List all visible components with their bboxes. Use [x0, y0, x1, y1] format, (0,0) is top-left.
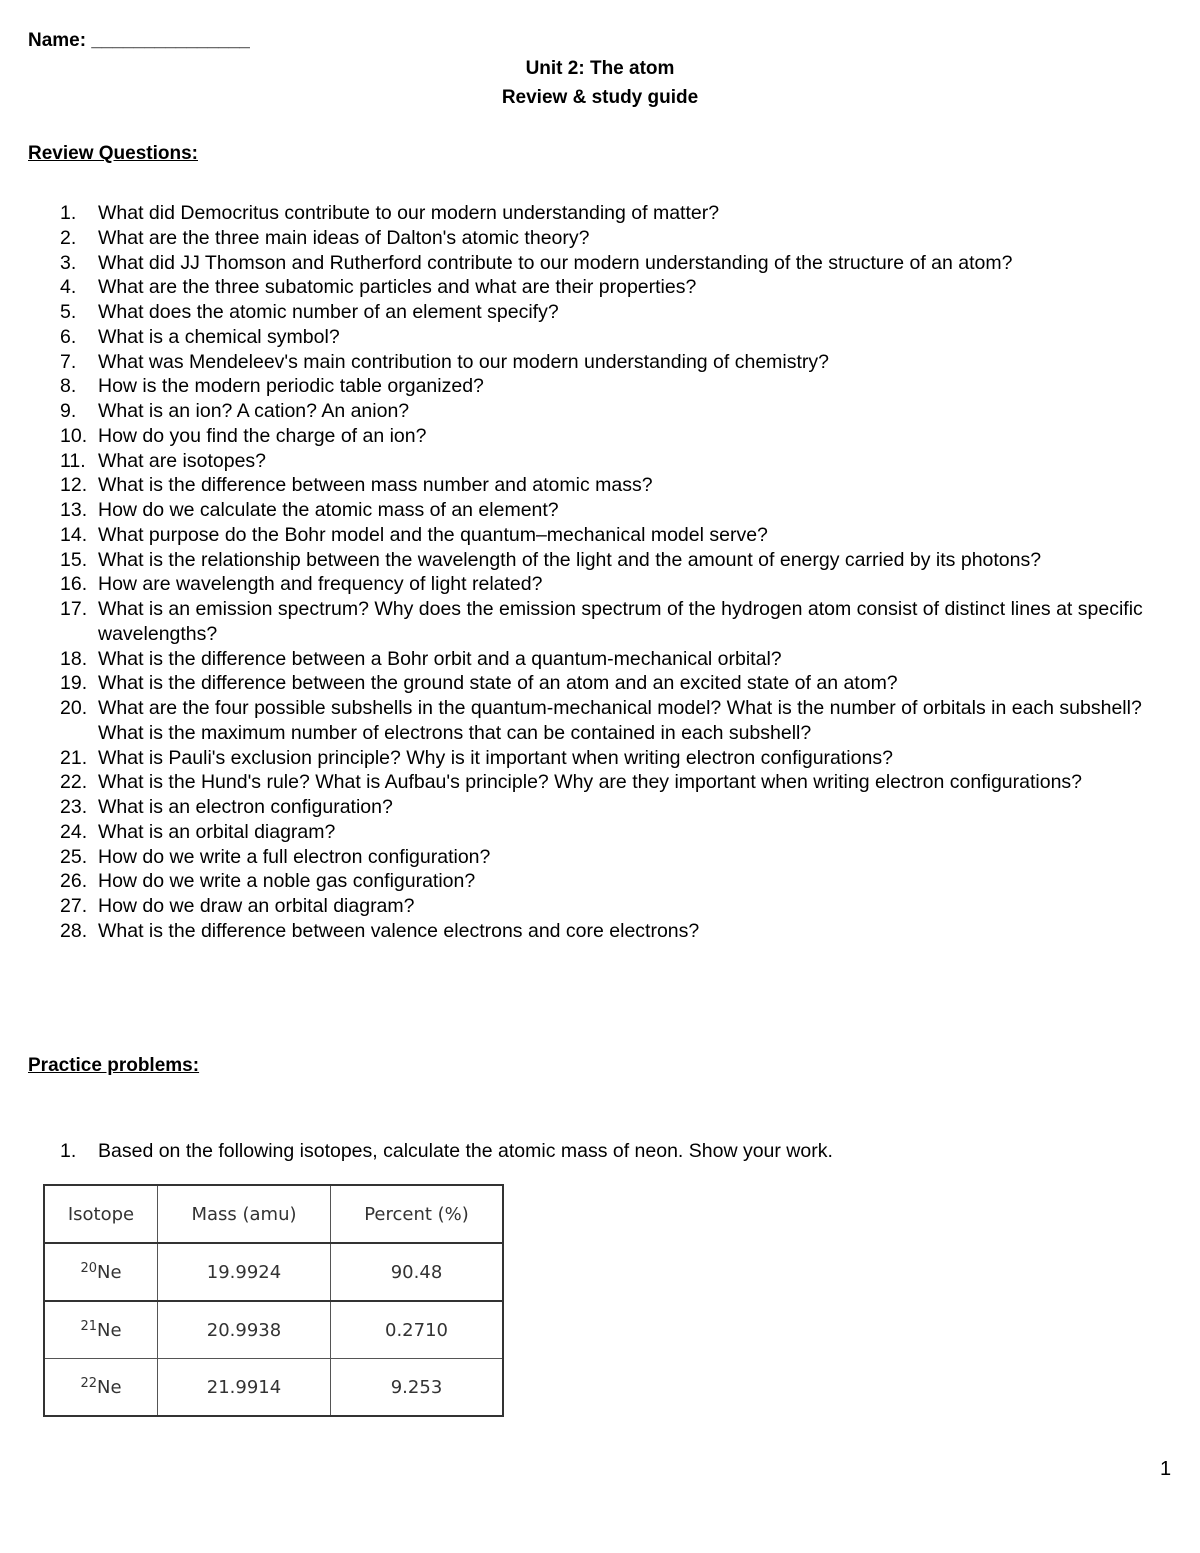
item-text: What did Democritus contribute to our modern understanding of matter? [98, 202, 720, 224]
percent-cell: 90.48 [331, 1243, 504, 1301]
item-text: What was Mendeleev's main contribution to our modern understanding of chemistry? [98, 350, 830, 373]
item-text: What does the atomic number of an element specify? [98, 301, 559, 323]
item-number: 23. [60, 796, 88, 818]
item-text: What is an orbital diagram? [98, 820, 336, 843]
list-item [60, 399, 1170, 424]
list-item [60, 449, 1170, 474]
item-text: What is an electron configuration? [98, 796, 393, 818]
column-header-mass: Mass (amu) [158, 1185, 331, 1243]
item-number: 25. [60, 845, 88, 868]
item-text: How do we write a full electron configuration? [98, 845, 491, 868]
item-text: What did JJ Thomson and Rutherford contribute to our modern understanding of the structure of an atom? [98, 251, 1013, 274]
list-item [60, 251, 1170, 276]
item-text: Based on the following isotopes, calculate the atomic mass of neon. Show your work. [98, 1140, 833, 1162]
item-text: How is the modern periodic table organized? [98, 375, 484, 398]
practice-problems-list [60, 1139, 1170, 1164]
list-item [60, 820, 1170, 845]
item-number: 5. [60, 301, 77, 323]
list-item [60, 424, 1170, 449]
list-item [60, 548, 1170, 573]
list-item [60, 919, 1170, 944]
list-item [60, 894, 1170, 919]
practice-problems-heading: Practice problems: [28, 1055, 200, 1076]
item-number: 15. [60, 548, 88, 571]
item-text: What is Pauli's exclusion principle? Why is it important when writing electron configurations? [98, 746, 893, 769]
list-item [60, 746, 1170, 771]
item-number: 9. [60, 400, 77, 422]
item-text: What is a chemical symbol? [98, 325, 340, 348]
item-number: 1. [60, 1140, 77, 1162]
table-row [44, 1359, 503, 1417]
item-text: How do we draw an orbital diagram? [98, 895, 415, 917]
list-item [60, 597, 1170, 647]
item-number: 1. [60, 202, 77, 224]
list-item [60, 325, 1170, 350]
list-item [60, 1139, 1170, 1164]
item-number: 26. [60, 870, 88, 893]
item-text: What is an ion? A cation? An anion? [98, 400, 410, 422]
item-number: 12. [60, 474, 88, 497]
mass-cell: 19.9924 [158, 1243, 331, 1301]
list-item [60, 498, 1170, 523]
item-text: What is the difference between mass number and atomic mass? [98, 474, 653, 497]
document-subtitle: Review & study guide [501, 87, 699, 108]
item-text: What are the three subatomic particles and what are their properties? [98, 276, 697, 299]
list-item [60, 226, 1170, 251]
isotope-cell: $^{21}$Ne [44, 1301, 158, 1359]
item-text: How do we write a noble gas configuration? [98, 870, 476, 893]
column-header-percent: Percent (%) [331, 1185, 504, 1243]
item-number: 28. [60, 919, 88, 942]
item-text: What are the three main ideas of Dalton's atomic theory? [98, 226, 590, 249]
item-text: What is the relationship between the wavelength of the light and the amount of energy carried by its photons? [98, 548, 1042, 571]
document-title: Unit 2: The atom [525, 58, 675, 79]
item-number: 6. [60, 325, 77, 348]
list-item [60, 696, 1170, 746]
table-row [44, 1301, 503, 1359]
list-item [60, 869, 1170, 894]
item-number: 10. [60, 424, 88, 447]
item-number: 16. [60, 573, 88, 596]
page-number: 1 [1160, 1458, 1172, 1480]
item-text: What are isotopes? [98, 449, 267, 472]
item-text: How do we calculate the atomic mass of an element? [98, 499, 559, 521]
isotope-table [43, 1184, 504, 1417]
table-row [44, 1243, 503, 1301]
list-item [60, 647, 1170, 672]
percent-cell: 0.2710 [331, 1301, 504, 1359]
item-number: 14. [60, 523, 88, 546]
list-item [60, 671, 1170, 696]
item-number: 24. [60, 820, 88, 843]
item-text: What is the difference between a Bohr orbit and a quantum-mechanical orbital? [98, 647, 782, 670]
item-text: What is the difference between valence electrons and core electrons? [98, 919, 700, 942]
list-item [60, 770, 1170, 795]
item-text: What is the Hund's rule? What is Aufbau's principle? Why are they important when writing electron configurations? [98, 771, 1083, 794]
item-text: What are the four possible subshells in the quantum-mechanical model? What is the number of orbitals in each subshell? What is the maximum number of electrons that can be contained in each subshell? [98, 697, 1142, 744]
list-item [60, 350, 1170, 375]
item-text: How do you find the charge of an ion? [98, 424, 427, 447]
item-text: What is an emission spectrum? Why does the emission spectrum of the hydrogen atom consist of distinct lines at specific wavelengths? [98, 598, 1143, 645]
list-item [60, 572, 1170, 597]
isotope-cell: $^{20}$Ne [44, 1243, 158, 1301]
item-number: 11. [60, 449, 86, 472]
mass-cell: 20.9938 [158, 1301, 331, 1359]
item-number: 3. [60, 251, 77, 274]
list-item [60, 845, 1170, 870]
percent-cell: 9.253 [331, 1359, 504, 1417]
item-number: 17. [60, 598, 88, 620]
item-number: 27. [60, 895, 88, 917]
item-number: 2. [60, 226, 77, 249]
review-questions-list [60, 201, 1170, 944]
list-item [60, 374, 1170, 399]
item-number: 8. [60, 375, 77, 398]
list-item [60, 523, 1170, 548]
item-number: 4. [60, 276, 77, 299]
item-text: What purpose do the Bohr model and the quantum–mechanical model serve? [98, 523, 768, 546]
item-number: 22. [60, 771, 88, 794]
item-text: What is the difference between the ground state of an atom and an excited state of an atom? [98, 672, 898, 695]
item-text: How are wavelength and frequency of light related? [98, 573, 543, 596]
item-number: 21. [60, 746, 88, 769]
table-header-row [44, 1185, 503, 1243]
item-number: 19. [60, 672, 88, 695]
column-header-isotope: Isotope [44, 1185, 158, 1243]
list-item [60, 473, 1170, 498]
mass-cell: 21.9914 [158, 1359, 331, 1417]
list-item [60, 201, 1170, 226]
item-number: 20. [60, 697, 88, 719]
list-item [60, 795, 1170, 820]
item-number: 18. [60, 647, 88, 670]
list-item [60, 275, 1170, 300]
name-field-label: Name: _______________ [28, 30, 250, 51]
review-questions-heading: Review Questions: [28, 143, 198, 164]
item-number: 7. [60, 350, 77, 373]
item-number: 13. [60, 499, 88, 521]
isotope-cell: $^{22}$Ne [44, 1359, 158, 1417]
list-item [60, 300, 1170, 325]
